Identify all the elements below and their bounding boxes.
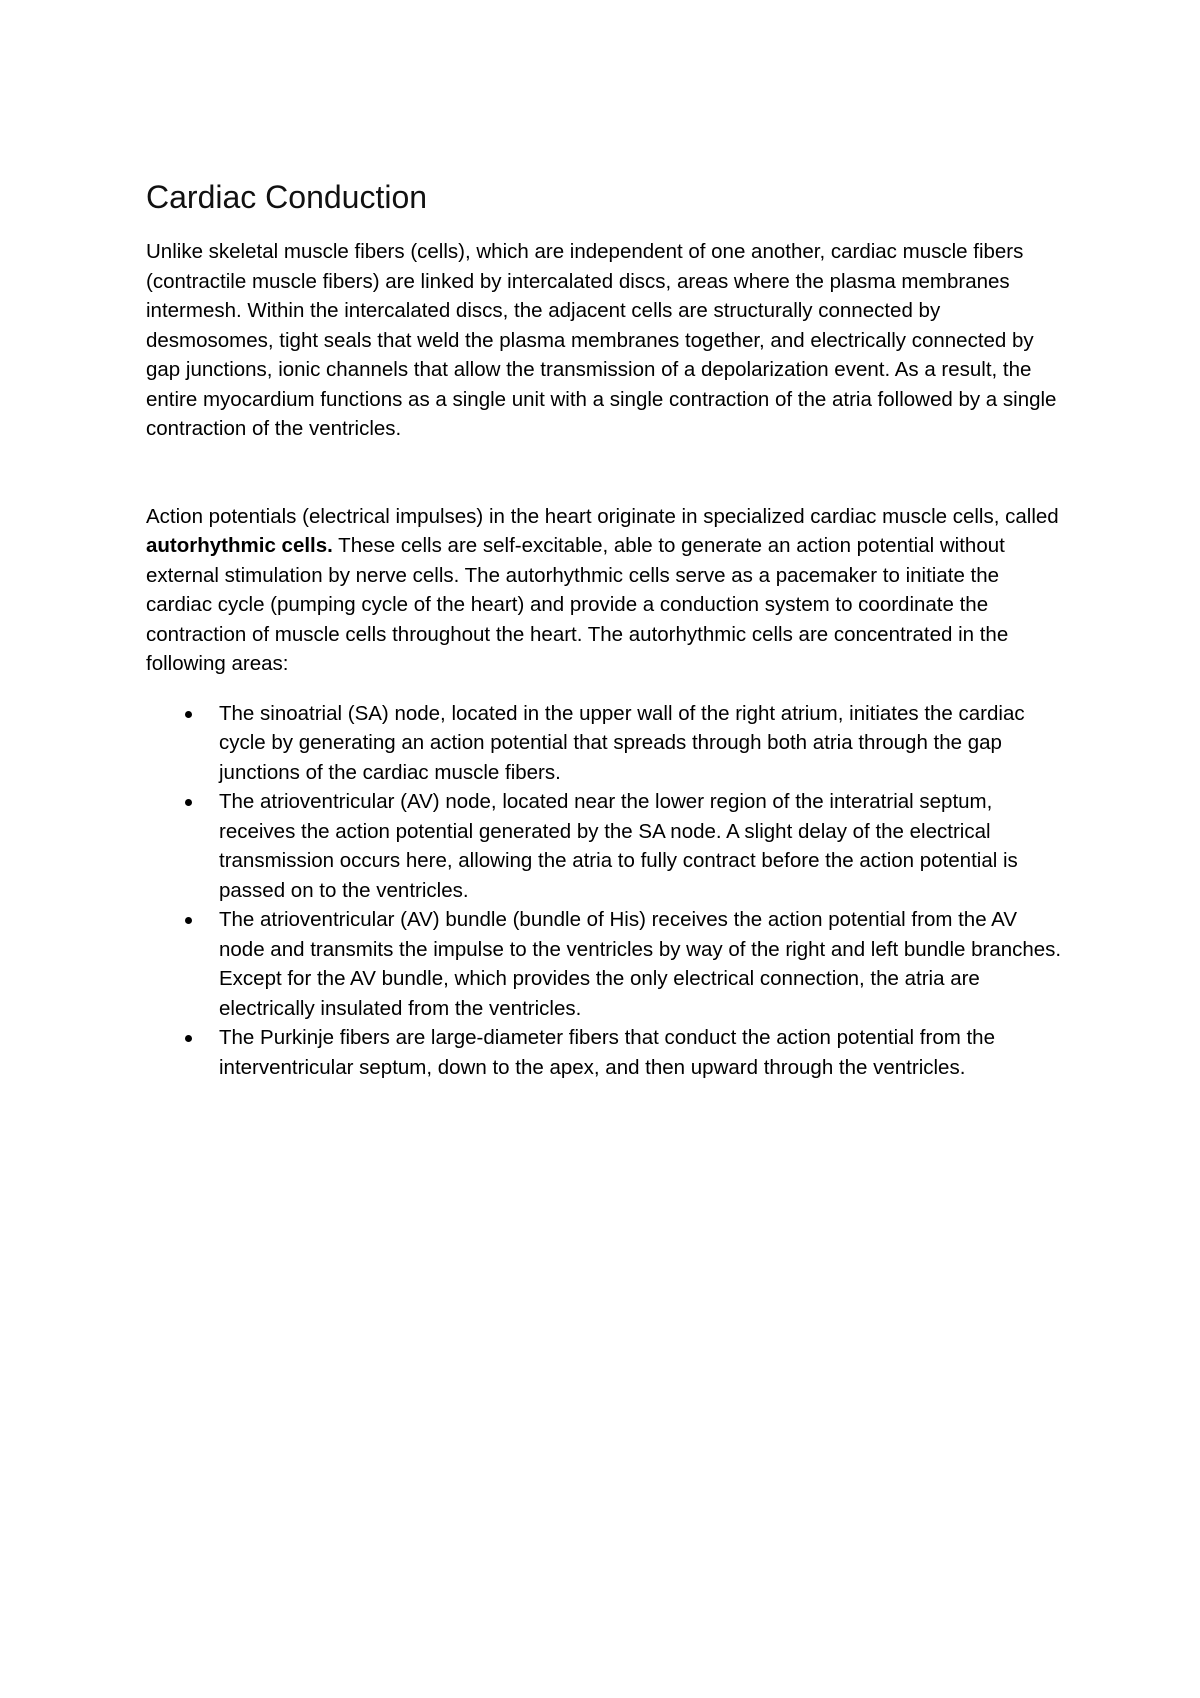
paragraph-text-before: Action potentials (electrical impulses) in the heart originate in specialized cardiac muscle cells, called — [146, 504, 1059, 528]
paragraph-action-potentials — [146, 502, 1066, 679]
bold-term-autorhythmic-cells: autorhythmic cells. — [146, 534, 333, 557]
bullet-icon — [185, 799, 192, 806]
bullet-icon — [185, 917, 192, 924]
list-item-text: The atrioventricular (AV) bundle (bundle of His) receives the action potential from the AV node and transmits the impulse to the ventricles by way of the right and left bundle branches. Except for the AV bundle, which provides the only electrical connection, the atria are electrically insulated from the ventricles. — [219, 908, 1062, 1020]
list-item-text: The sinoatrial (SA) node, located in the upper wall of the right atrium, initiates the cardiac cycle by generating an action potential that spreads through both atria through the gap junctions of the cardiac muscle fibers. — [219, 701, 1025, 784]
page-title: Cardiac Conduction — [146, 179, 428, 215]
list-item-sa-node — [219, 699, 1066, 788]
paragraph-intercalated-discs: Unlike skeletal muscle fibers (cells), which are independent of one another, cardiac muscle fibers (contractile muscle fibers) are linked by intercalated discs, areas where the plasma membranes intermesh. Within the intercalated discs, the adjacent cells are structurally connected by desmosomes, tight seals that weld the plasma membranes together, and electrically connected by gap junctions, ionic channels that allow the transmission of a depolarization event. As a result, the entire myocardium functions as a single unit with a single contraction of the atria followed by a single contraction of the ventricles. — [146, 240, 1057, 440]
bullet-icon — [185, 1035, 192, 1042]
paragraph-text-after: These cells are self-excitable, able to generate an action potential without external stimulation by nerve cells. The autorhythmic cells serve as a pacemaker to initiate the cardiac cycle (pumping cycle of the heart) and provide a conduction system to coordinate the contraction of muscle cells throughout the heart. The autorhythmic cells are concentrated in the following areas: — [146, 534, 1009, 675]
list-item-av-node — [219, 787, 1066, 905]
list-item-av-bundle — [219, 905, 1066, 1023]
bullet-icon — [185, 711, 192, 718]
list-item-purkinje-fibers — [219, 1023, 1066, 1082]
list-item-text: The atrioventricular (AV) node, located near the lower region of the interatrial septum, receives the action potential generated by the SA node. A slight delay of the electrical transmission occurs here, allowing the atria to fully contract before the action potential is passed on to the ventricles. — [219, 790, 1018, 902]
bullet-list-conduction-areas — [146, 699, 1066, 1083]
document-body — [146, 175, 1066, 1082]
list-item-text: The Purkinje fibers are large-diameter fibers that conduct the action potential from the interventricular septum, down to the apex, and then upward through the ventricles. — [219, 1026, 995, 1079]
